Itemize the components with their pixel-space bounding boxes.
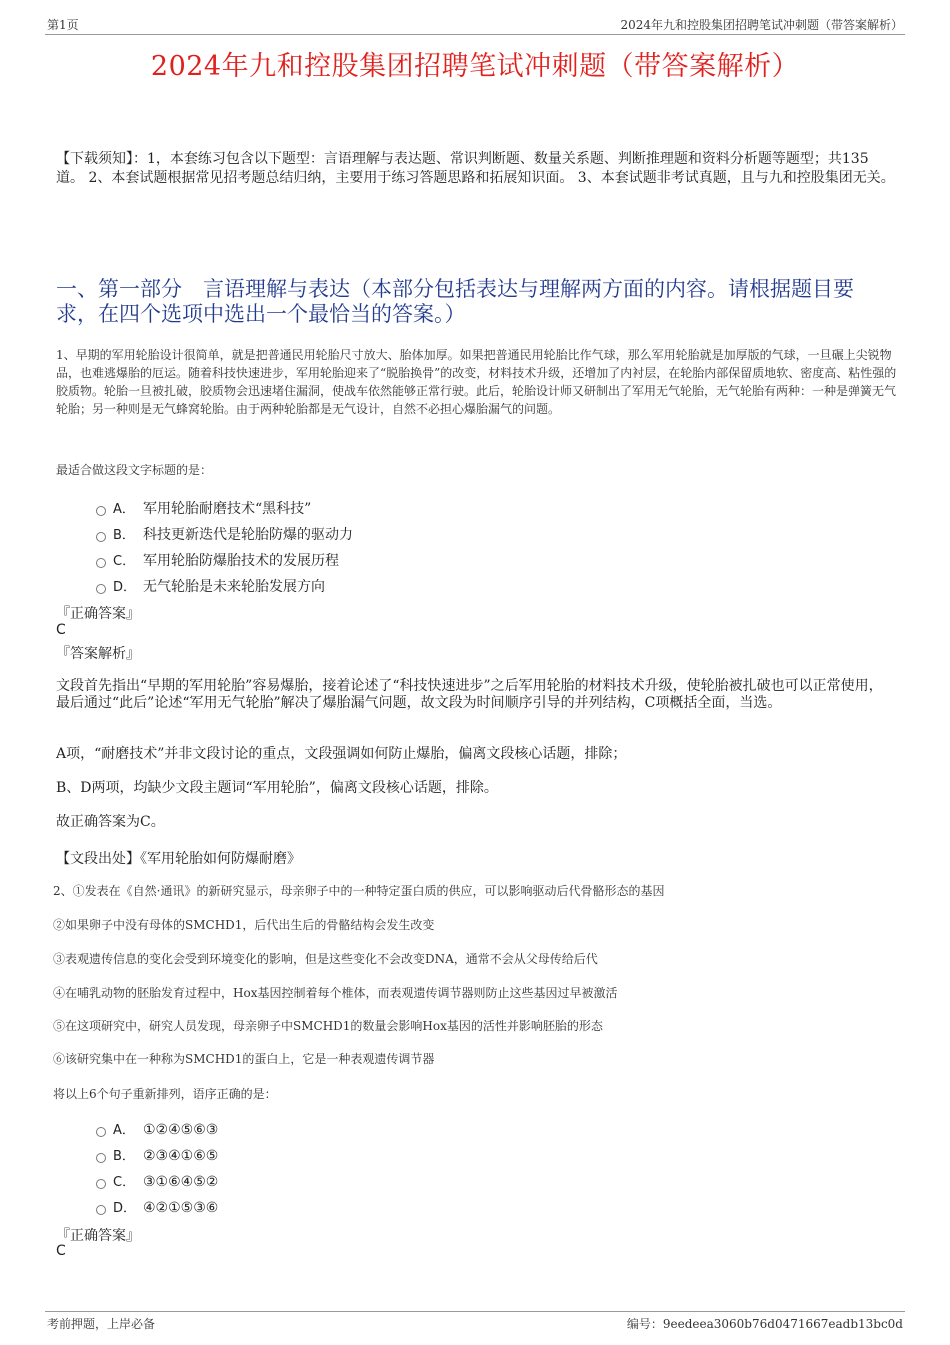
radio-icon[interactable]	[96, 1153, 106, 1163]
footer-serial-number: 编号：9eedeea3060b76d0471667eadb13bc0d	[626, 1317, 903, 1331]
q1-option-a[interactable]: A． 军用轮胎耐磨技术“黑科技”	[96, 498, 311, 518]
radio-icon[interactable]	[96, 1179, 106, 1189]
q2-option-a[interactable]: A． ①②④⑤⑥③	[96, 1119, 218, 1139]
q2-sentence: ③表观遗传信息的变化会受到环境变化的影响，但是这些变化不会改变DNA，通常不会从父母传给后代	[53, 952, 598, 966]
q1-analysis-paragraph: 文段首先指出“早期的军用轮胎”容易爆胎，接着论述了“科技快速进步”之后军用轮胎的材料技术升级，使轮胎被扎破也可以正常使用，最后通过“此后”论述“军用无气轮胎”解决了爆胎漏气问题，故文段为时间顺序引导的并列结构，C项概括全面，当选。	[56, 678, 883, 711]
q1-source: 【文段出处】《军用轮胎如何防爆耐磨》	[56, 851, 301, 867]
radio-icon[interactable]	[96, 1127, 106, 1137]
q2-sentence: ⑤在这项研究中，研究人员发现，母亲卵子中SMCHD1的数量会影响Hox基因的活性并影响胚胎的形态	[53, 1019, 603, 1033]
radio-icon[interactable]	[96, 506, 106, 516]
radio-icon[interactable]	[96, 532, 106, 542]
document-title: 2024年九和控股集团招聘笔试冲刺题（带答案解析）	[150, 51, 800, 82]
download-notice: 【下载须知】：1，本套练习包含以下题型：言语理解与表达题、常识判断题、数量关系题、判断推理题和资料分析题等题型；共135道。 2、本套试题根据常见招考题总结归纳，主要用于练习答题思路和拓展知识面。 3、本套试题非考试真题，且与九和控股集团无关。	[56, 151, 895, 186]
q1-analysis-label: 『答案解析』	[56, 646, 140, 662]
radio-icon[interactable]	[96, 584, 106, 594]
q2-option-d[interactable]: D． ④②①⑤③⑥	[96, 1197, 218, 1217]
q2-sentence: ②如果卵子中没有母体的SMCHD1，后代出生后的骨骼结构会发生改变	[53, 918, 435, 932]
q1-option-c[interactable]: C． 军用轮胎防爆胎技术的发展历程	[96, 550, 339, 570]
page-number: 第1页	[47, 18, 79, 32]
q1-analysis-paragraph: B、D两项，均缺少文段主题词“军用轮胎”，偏离文段核心话题，排除。	[56, 780, 498, 796]
q1-answer-label: 『正确答案』	[56, 606, 140, 622]
q2-sentence: ⑥该研究集中在一种称为SMCHD1的蛋白上，它是一种表观遗传调节器	[53, 1052, 435, 1066]
q2-sentence: 2、①发表在《自然·通讯》的新研究显示，母亲卵子中的一种特定蛋白质的供应，可以影响驱动后代骨骼形态的基因	[53, 884, 665, 898]
q2-answer: C	[56, 1243, 66, 1259]
radio-icon[interactable]	[96, 558, 106, 568]
q2-option-b[interactable]: B． ②③④①⑥⑤	[96, 1145, 218, 1165]
footer-slogan: 考前押题，上岸必备	[47, 1317, 156, 1331]
question-1-prompt: 最适合做这段文字标题的是：	[56, 463, 213, 477]
radio-icon[interactable]	[96, 1205, 106, 1215]
q1-option-b[interactable]: B． 科技更新迭代是轮胎防爆的驱动力	[96, 524, 353, 544]
q1-answer: C	[56, 622, 66, 638]
section-heading: 一、第一部分 言语理解与表达（本部分包括表达与理解两方面的内容。请根据题目要求，在四个选项中选出一个最恰当的答案。）	[56, 277, 854, 326]
q2-prompt: 将以上6个句子重新排列，语序正确的是：	[53, 1087, 277, 1101]
question-1-passage: 1、早期的军用轮胎设计很简单，就是把普通民用轮胎尺寸放大、胎体加厚。如果把普通民用轮胎比作气球，那么军用轮胎就是加厚版的气球，一旦碾上尖锐物品，也难逃爆胎的厄运。随着科技快速进步，军用轮胎迎来了“脱胎换骨”的改变，材料技术升级，还增加了内衬层，在轮胎内部保留质地软、密度高、粘性强的胶质物。轮胎一旦被扎破，胶质物会迅速堵住漏洞，使战车依然能够正常行驶。此后，轮胎设计师又研制出了军用无气轮胎，无气轮胎有两种：一种是弹簧无气轮胎；另一种则是无气蜂窝轮胎。由于两种轮胎都是无气设计，自然不必担心爆胎漏气的问题。	[56, 348, 897, 416]
page-header	[45, 14, 905, 35]
page-footer	[45, 1311, 905, 1332]
q2-option-c[interactable]: C． ③①⑥④⑤②	[96, 1171, 218, 1191]
header-doc-title: 2024年九和控股集团招聘笔试冲刺题（带答案解析）	[620, 18, 903, 32]
q1-analysis-paragraph: A项，“耐磨技术”并非文段讨论的重点，文段强调如何防止爆胎，偏离文段核心话题，排除；	[56, 746, 627, 762]
q2-sentence: ④在哺乳动物的胚胎发育过程中，Hox基因控制着每个椎体，而表观遗传调节器则防止这些基因过早被激活	[53, 986, 618, 1000]
q2-answer-label: 『正确答案』	[56, 1228, 140, 1244]
q1-option-d[interactable]: D． 无气轮胎是未来轮胎发展方向	[96, 576, 325, 596]
q1-analysis-paragraph: 故正确答案为C。	[56, 814, 165, 830]
